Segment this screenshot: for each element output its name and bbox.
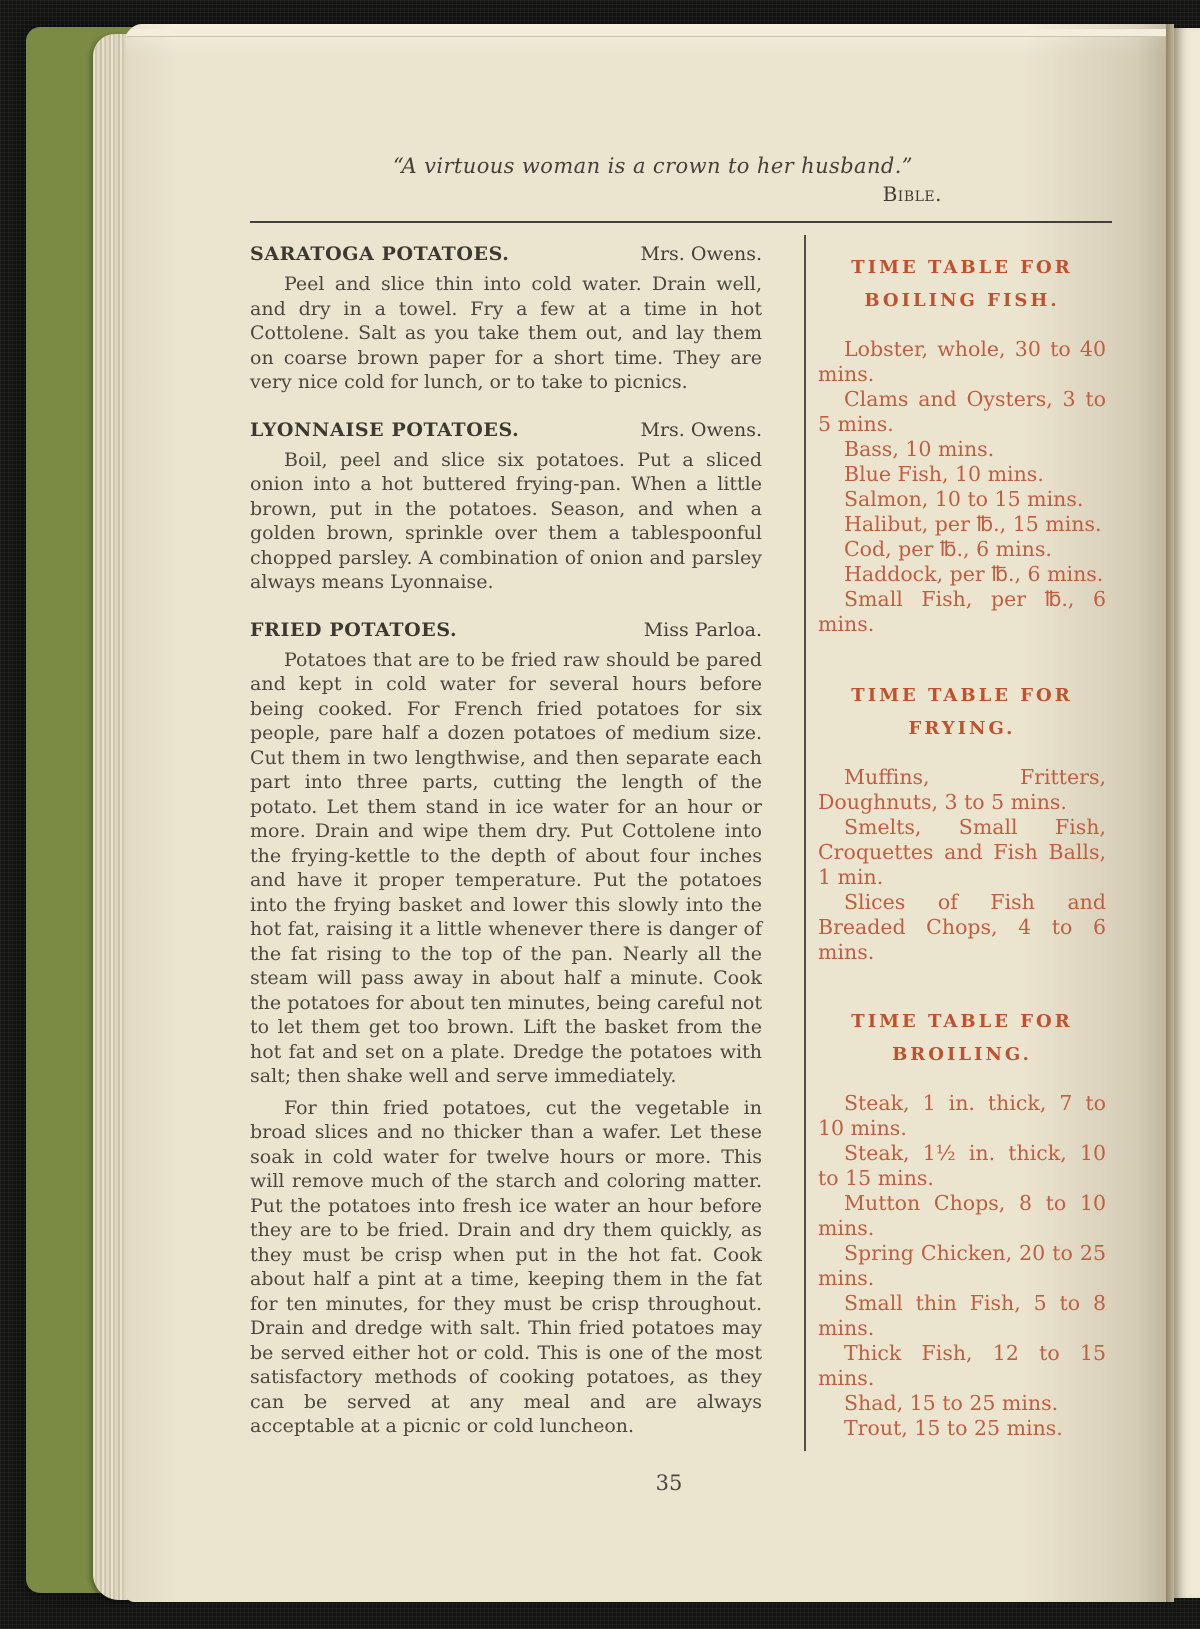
recipe-title: SARATOGA POTATOES. [250, 243, 510, 265]
recipe-paragraph: Peel and slice thin into cold water. Drain well, and dry in a towel. Fry a few at a time in hot Cottolene. Salt as you take them out, and lay them on coarse brown paper for a short time. They are very nice cold for lunch, or to take to picnics. [250, 273, 762, 393]
timetable-item: Lobster, whole, 30 to 40 mins. [818, 337, 1106, 386]
timetable-item: Steak, 1½ in. thick, 10 to 15 mins. [818, 1141, 1106, 1190]
page-content [250, 24, 1112, 1495]
timetable-title-line: TIME TABLE FOR [851, 1011, 1073, 1032]
page-number: 35 [655, 1471, 683, 1495]
recipe-paragraph: For thin fried potatoes, cut the vegetable in broad slices and no thicker than a wafer. Let these soak in cold water for twelve hours or more. This will remove much of the starch and coloring matter. Put the potatoes into fresh ice water an hour before they are to be fried. Drain and dry them quickly, as they must be crisp when put in the hot fat. Cook about half a pint at a time, keeping them in the fat for ten minutes, for they must be crisp throughout. Drain and dredge with salt. Thin fried potatoes may be served either hot or cold. This is one of the most satisfactory methods of cooking potatoes, as they can be served at any meal and are always acceptable at a picnic or cold luncheon. [250, 1096, 762, 1437]
timetable-item: Bass, 10 mins. [844, 437, 995, 461]
timetable-item: Clams and Oysters, 3 to 5 mins. [818, 387, 1106, 436]
timetable-title-line: BROILING. [892, 1044, 1032, 1065]
recipe-paragraph: Potatoes that are to be fried raw should be pared and kept in cold water for several hours before being cooked. For French fried potatoes for six people, pare half a dozen potatoes of medium size. Cut them in two lengthwise, and then separate each part into three parts, cutting the length of the potato. Let them stand in ice water for an hour or more. Drain and wipe them dry. Put Cottolene into the frying-kettle to the depth of about four inches and have it proper temperature. Put the potatoes into the frying basket and lower this slowly into the hot fat, raising it a little whenever there is danger of the fat rising to the top of the pan. Nearly all the steam will pass away in about half a minute. Cook the potatoes for about ten minutes, being careful not to let them get too brown. Lift the basket from the hot fat and set on a plate. Dredge the potatoes with salt; then shake well and serve immediately. [250, 648, 762, 1087]
timetable-item: Shad, 15 to 25 mins. [844, 1391, 1059, 1415]
recipe-header [250, 619, 762, 641]
timetable-title-line: TIME TABLE FOR [851, 257, 1073, 278]
header-rule [250, 221, 1112, 223]
facing-page-edge [1174, 28, 1200, 1598]
timetable-item: Steak, 1 in. thick, 7 to 10 mins. [818, 1091, 1106, 1140]
timetable-items [818, 765, 1106, 965]
timetable-item: Slices of Fish and Breaded Chops, 4 to 6 mins. [818, 890, 1106, 964]
recipe-author: Miss Parloa. [643, 618, 762, 641]
recipe-author: Mrs. Owens. [640, 243, 762, 265]
gutter-crease [1166, 24, 1174, 1602]
timetable-item: Mutton Chops, 8 to 10 mins. [818, 1191, 1106, 1240]
timetables-column [818, 235, 1106, 1451]
timetable-title-line: TIME TABLE FOR [851, 685, 1073, 706]
timetable-item: Small thin Fish, 5 to 8 mins. [818, 1291, 1106, 1340]
timetable-item: Cod, per ℔., 6 mins. [844, 537, 1052, 561]
quote-attribution: Bible. [882, 182, 942, 206]
timetable-item: Small Fish, per ℔., 6 mins. [818, 587, 1106, 636]
recipes-column [250, 235, 762, 1451]
recipe-header [250, 243, 762, 265]
timetable-items [818, 337, 1106, 637]
recipe-paragraph: Boil, peel and slice six potatoes. Put a sliced onion into a hot buttered frying-pan. When a little brown, put in the potatoes. Season, and when a golden brown, sprinkle over them a tablespoonful chopped parsley. A combination of onion and parsley always means Lyonnaise. [250, 448, 762, 593]
recipe-title: LYONNAISE POTATOES. [250, 418, 520, 441]
timetable-title [818, 679, 1106, 745]
timetable-item: Salmon, 10 to 15 mins. [844, 487, 1084, 511]
timetable-item: Spring Chicken, 20 to 25 mins. [818, 1241, 1106, 1290]
timetable-item: Blue Fish, 10 mins. [844, 462, 1044, 486]
timetable-item: Trout, 15 to 25 mins. [844, 1416, 1063, 1440]
timetable-item: Thick Fish, 12 to 15 mins. [818, 1341, 1106, 1390]
two-column-layout [250, 235, 1112, 1451]
recipe-header [250, 419, 762, 441]
timetable-items [818, 1091, 1106, 1441]
timetable-item: Smelts, Small Fish, Croquettes and Fish Balls, 1 min. [818, 815, 1106, 889]
timetable-title [818, 1005, 1106, 1071]
timetable-title [818, 251, 1106, 317]
timetable-title-line: BOILING FISH. [864, 290, 1060, 311]
book-page [126, 24, 1168, 1602]
quote-text: “A virtuous woman is a crown to her husband.” [393, 154, 913, 178]
column-divider [804, 235, 806, 1451]
timetable-item: Halibut, per ℔., 15 mins. [844, 512, 1102, 536]
timetable-item: Muffins, Fritters, Doughnuts, 3 to 5 mins. [818, 765, 1106, 814]
recipe-title: FRIED POTATOES. [250, 618, 458, 641]
recipe-author: Mrs. Owens. [640, 418, 762, 441]
timetable-title-line: FRYING. [908, 718, 1016, 739]
timetable-item: Haddock, per ℔., 6 mins. [844, 562, 1104, 586]
